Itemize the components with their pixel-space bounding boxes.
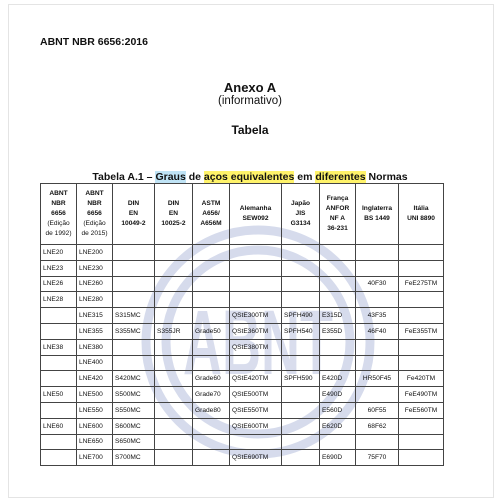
table-cell: 68F62 [356,418,399,434]
table-cell [41,434,77,450]
table-cell: LNE26 [41,276,77,292]
table-cell [282,260,320,276]
column-header-label: ABNT NBR 6656 [49,190,68,217]
table-cell: S550MC [113,402,155,418]
table-cell: LNE20 [41,245,77,261]
table-cell: E420D [320,371,356,387]
table-cell [193,245,230,261]
table-header-row [41,184,444,245]
caption-text: em [294,171,316,183]
table-cell: S500MC [113,387,155,403]
table-cell [155,245,193,261]
section-title: Tabela [231,123,269,137]
table-cell [155,450,193,466]
table-cell: LNE60 [41,418,77,434]
table-cell [155,418,193,434]
table-cell [193,418,230,434]
table-row [41,387,444,403]
column-header-label: Alemanha SEW092 [239,205,272,222]
table-cell [399,245,444,261]
table-caption [0,171,500,183]
table-cell: Grade70 [193,387,230,403]
table-cell: LNE280 [77,292,113,308]
table-cell [320,355,356,371]
table-cell: S355MC [113,323,155,339]
table-cell: S600MC [113,418,155,434]
table-cell [193,355,230,371]
column-header [41,184,77,245]
table-cell [282,245,320,261]
table-body [41,245,444,466]
table-cell [399,260,444,276]
table-cell: FeE355TM [399,323,444,339]
table-cell [155,387,193,403]
table-cell [320,260,356,276]
column-header-label: França ANFOR NF A 36-231 [325,195,350,232]
table-cell [230,355,282,371]
table-cell [193,434,230,450]
table-row [41,371,444,387]
table-cell: LNE23 [41,260,77,276]
annex-subtitle: (informativo) [218,95,282,107]
table-cell [230,260,282,276]
table-row [41,323,444,339]
annex-title: Anexo A [223,80,277,95]
table-cell [282,276,320,292]
table-cell: QStE420TM [230,371,282,387]
table-row [41,260,444,276]
table-cell: LNE230 [77,260,113,276]
table-cell [230,434,282,450]
table-cell: E560D [320,402,356,418]
column-header [113,184,155,245]
table-cell [282,402,320,418]
table-cell [356,339,399,355]
table-cell: S650MC [113,434,155,450]
table-cell: S315MC [113,308,155,324]
table-cell: QStE300TM [230,308,282,324]
column-header [77,184,113,245]
table-cell [155,276,193,292]
table-cell: E315D [320,308,356,324]
column-header-label: ABNT NBR 6656 [85,190,104,217]
table-cell: QStE550TM [230,402,282,418]
table-cell: LNE600 [77,418,113,434]
column-header [282,184,320,245]
table-cell: S355JR [155,323,193,339]
table-row [41,339,444,355]
table-cell: S700MC [113,450,155,466]
column-header-label: DIN EN 10049-2 [121,200,146,227]
table-cell [193,308,230,324]
table-cell [113,260,155,276]
column-header [356,184,399,245]
table-cell: LNE355 [77,323,113,339]
caption-highlight-acos: aços equivalentes [203,171,295,183]
table-cell: E490D [320,387,356,403]
table-cell [113,339,155,355]
table-cell [320,276,356,292]
table-cell [356,260,399,276]
table-cell: S420MC [113,371,155,387]
table-cell [155,434,193,450]
table-cell [193,260,230,276]
table-cell [155,355,193,371]
table-cell [282,434,320,450]
caption-highlight-graus: Graus [155,171,186,183]
column-header-label: Inglaterra BS 1449 [361,205,393,222]
table-cell [230,292,282,308]
table-cell: E620D [320,418,356,434]
caption-prefix: Tabela A.1 – [92,171,156,183]
table-cell [282,339,320,355]
table-cell: E355D [320,323,356,339]
table-cell [41,308,77,324]
column-header [399,184,444,245]
table-cell [113,355,155,371]
table-cell: QStE600TM [230,418,282,434]
table-cell: QStE380TM [230,339,282,355]
table-cell [399,355,444,371]
table-cell: 75F70 [356,450,399,466]
table-cell [155,260,193,276]
table-cell [230,276,282,292]
table-cell [113,292,155,308]
table-cell [399,418,444,434]
table-cell [399,308,444,324]
watermark-text: ABNT [183,292,333,394]
table-cell [193,339,230,355]
caption-text: de [185,171,204,183]
table-cell: QStE690TM [230,450,282,466]
table-cell: FeE560TM [399,402,444,418]
table-cell: LNE550 [77,402,113,418]
table-row [41,308,444,324]
table-cell [356,355,399,371]
table-cell: LNE420 [77,371,113,387]
table-cell [113,245,155,261]
table-row [41,402,444,418]
table-row [41,245,444,261]
table-cell: LNE50 [41,387,77,403]
table-cell [230,245,282,261]
table-row [41,276,444,292]
table-cell: FeE490TM [399,387,444,403]
table-cell: LNE700 [77,450,113,466]
table-cell [41,355,77,371]
table-cell [282,292,320,308]
table-cell [41,450,77,466]
table-cell [320,339,356,355]
table-cell: SPFH590 [282,371,320,387]
table-cell: LNE380 [77,339,113,355]
table-cell [282,387,320,403]
table-cell [356,434,399,450]
table-cell: LNE38 [41,339,77,355]
column-header-label: DIN EN 10025-2 [161,200,186,227]
table-cell: LNE200 [77,245,113,261]
column-header-edition-note: (Edição de 2015) [81,220,108,237]
table-cell: LNE650 [77,434,113,450]
table-cell: LNE500 [77,387,113,403]
table-cell [155,308,193,324]
table-cell: QStE360TM [230,323,282,339]
table-cell [155,402,193,418]
table-cell: 40F30 [356,276,399,292]
table-row [41,292,444,308]
table-cell: HR50F45 [356,371,399,387]
table-cell [399,434,444,450]
table-cell [320,292,356,308]
column-header [193,184,230,245]
table-cell [399,339,444,355]
caption-text: Normas [365,171,408,183]
table-cell: Grade60 [193,371,230,387]
steel-grades-table [40,183,444,466]
table-cell [155,371,193,387]
table-cell [282,450,320,466]
table-cell: LNE28 [41,292,77,308]
table-row [41,434,444,450]
table-cell: LNE315 [77,308,113,324]
table-cell: 46F40 [356,323,399,339]
table-cell: Grade50 [193,323,230,339]
table-cell [356,245,399,261]
table-row [41,355,444,371]
table-cell [193,450,230,466]
caption-highlight-diferentes: diferentes [315,171,366,183]
table-row [41,418,444,434]
column-header-label: Itália UNI 8890 [407,205,435,222]
column-header [320,184,356,245]
table-cell [41,402,77,418]
table-cell: Fe420TM [399,371,444,387]
table-cell: E690D [320,450,356,466]
table-cell [399,450,444,466]
table-cell [282,355,320,371]
table-cell: SPFH540 [282,323,320,339]
table-cell: 60F55 [356,402,399,418]
table-cell [399,292,444,308]
table-cell: LNE400 [77,355,113,371]
column-header [230,184,282,245]
column-header-label: ASTM A656/ A656M [200,200,222,227]
table-cell: QStE500TM [230,387,282,403]
table-cell [193,276,230,292]
table-cell [356,292,399,308]
table-cell: LNE260 [77,276,113,292]
table-cell: FeE275TM [399,276,444,292]
table-cell [320,434,356,450]
table-cell [282,418,320,434]
table-cell [41,371,77,387]
table-cell: Grade80 [193,402,230,418]
table-cell: 43F35 [356,308,399,324]
column-header-label: Japão JIS G3134 [290,200,311,227]
table-cell [193,292,230,308]
table-cell: SPFH490 [282,308,320,324]
table-row [41,450,444,466]
table-cell [155,339,193,355]
table-cell [155,292,193,308]
table-cell [41,323,77,339]
table-cell [320,245,356,261]
table-cell [356,387,399,403]
column-header [155,184,193,245]
document-id: ABNT NBR 6656:2016 [40,36,148,48]
table-cell [113,276,155,292]
column-header-edition-note: (Edição de 1992) [45,220,72,237]
